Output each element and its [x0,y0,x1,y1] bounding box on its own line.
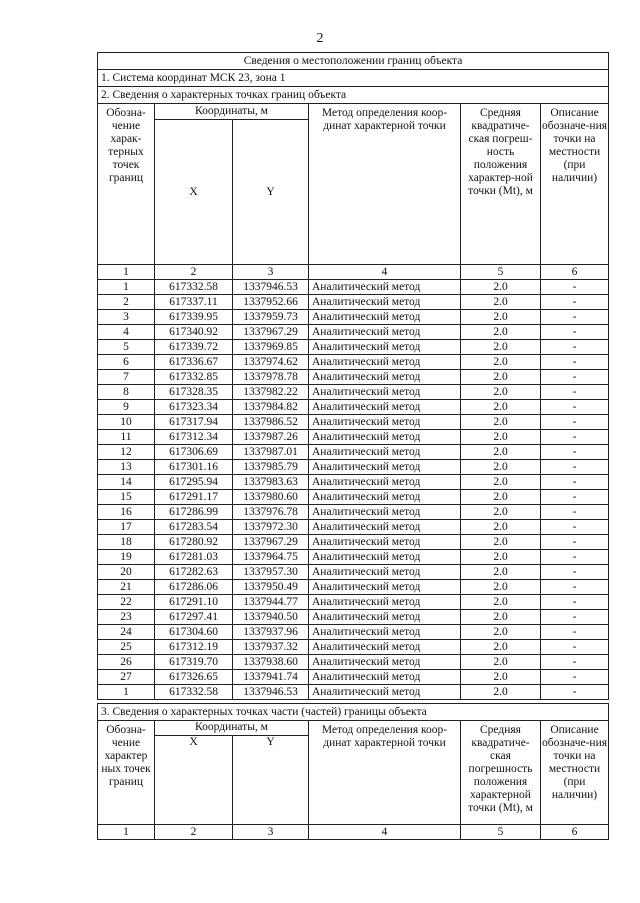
section-coordinate-system: 1. Система координат МСК 23, зона 1 [98,70,609,87]
x-coordinate-cell: 617328.35 [155,385,233,400]
y-coordinate-cell: 1337972.30 [233,520,309,535]
x-coordinate-cell: 617319.70 [155,655,233,670]
table-row [98,355,609,370]
y-coordinate-cell: 1337984.82 [233,400,309,415]
col-number: 6 [541,265,609,280]
y-coordinate-cell: 1337967.29 [233,325,309,340]
y-coordinate-cell: 1337980.60 [233,490,309,505]
x-coordinate-cell: 617295.94 [155,475,233,490]
point-number-cell: 24 [98,625,155,640]
method-cell: Аналитический метод [309,310,461,325]
description-cell: - [541,400,609,415]
y-coordinate-cell: 1337957.30 [233,565,309,580]
table-row [98,535,609,550]
method-cell: Аналитический метод [309,490,461,505]
table-row [98,595,609,610]
point-number-cell: 1 [98,685,155,700]
col-number: 2 [155,265,233,280]
boundary-points-table [97,52,609,700]
x-coordinate-cell: 617282.63 [155,565,233,580]
method-cell: Аналитический метод [309,655,461,670]
y-coordinate-cell: 1337967.29 [233,535,309,550]
col-number: 1 [98,265,155,280]
table-row [98,415,609,430]
x-coordinate-cell: 617337.11 [155,295,233,310]
table-row [98,580,609,595]
table-row [98,505,609,520]
description-cell: - [541,670,609,685]
x-coordinate-cell: 617283.54 [155,520,233,535]
description-cell: - [541,505,609,520]
header-method: Метод определения коор-динат характерной точки [309,104,461,265]
point-number-cell: 1 [98,280,155,295]
header-point-designation: Обозна-чение харак-терных точек границ [98,104,155,265]
mean-error-cell: 2.0 [461,355,541,370]
x-coordinate-cell: 617332.58 [155,280,233,295]
description-cell: - [541,325,609,340]
description-cell: - [541,565,609,580]
mean-error-cell: 2.0 [461,550,541,565]
point-number-cell: 16 [98,505,155,520]
page-number: 2 [316,31,324,46]
method-cell: Аналитический метод [309,400,461,415]
table-row [98,520,609,535]
mean-error-cell: 2.0 [461,580,541,595]
point-number-cell: 15 [98,490,155,505]
method-cell: Аналитический метод [309,460,461,475]
method-cell: Аналитический метод [309,385,461,400]
col-number: 1 [98,825,155,840]
table-row [98,400,609,415]
x-coordinate-cell: 617312.34 [155,430,233,445]
point-number-cell: 12 [98,445,155,460]
x-coordinate-cell: 617306.69 [155,445,233,460]
description-cell: - [541,355,609,370]
section-boundary-points: 2. Сведения о характерных точках границ объекта [98,87,609,104]
mean-error-cell: 2.0 [461,505,541,520]
header-description: Описание обозначе-ния точки на местности (при наличии) [541,721,609,825]
section-part-boundary-points: 3. Сведения о характерных точках части (частей) границы объекта [98,704,609,721]
table-row [98,625,609,640]
method-cell: Аналитический метод [309,505,461,520]
method-cell: Аналитический метод [309,370,461,385]
table-row [98,490,609,505]
y-coordinate-cell: 1337987.26 [233,430,309,445]
point-number-cell: 23 [98,610,155,625]
method-cell: Аналитический метод [309,595,461,610]
header-mean-error: Средняя квадратиче-ская погреш-ность положения характер-ной точки (Mt), м [461,104,541,265]
y-coordinate-cell: 1337938.60 [233,655,309,670]
point-number-cell: 17 [98,520,155,535]
y-coordinate-cell: 1337937.96 [233,625,309,640]
x-coordinate-cell: 617281.03 [155,550,233,565]
header-y: Y [233,735,309,824]
y-coordinate-cell: 1337964.75 [233,550,309,565]
y-coordinate-cell: 1337987.01 [233,445,309,460]
x-coordinate-cell: 617326.65 [155,670,233,685]
description-cell: - [541,370,609,385]
method-cell: Аналитический метод [309,550,461,565]
part-boundary-points-table [97,703,609,840]
y-coordinate-cell: 1337946.53 [233,280,309,295]
table-row [98,430,609,445]
mean-error-cell: 2.0 [461,340,541,355]
mean-error-cell: 2.0 [461,400,541,415]
mean-error-cell: 2.0 [461,640,541,655]
description-cell: - [541,475,609,490]
method-cell: Аналитический метод [309,325,461,340]
mean-error-cell: 2.0 [461,655,541,670]
description-cell: - [541,580,609,595]
header-coordinates: Координаты, м [155,721,309,736]
y-coordinate-cell: 1337937.32 [233,640,309,655]
y-coordinate-cell: 1337978.78 [233,370,309,385]
header-description: Описание обозначе-ния точки на местности (при наличии) [541,104,609,265]
method-cell: Аналитический метод [309,445,461,460]
description-cell: - [541,445,609,460]
description-cell: - [541,610,609,625]
y-coordinate-cell: 1337940.50 [233,610,309,625]
col-number: 3 [233,825,309,840]
x-coordinate-cell: 617291.17 [155,490,233,505]
x-coordinate-cell: 617317.94 [155,415,233,430]
x-coordinate-cell: 617323.34 [155,400,233,415]
mean-error-cell: 2.0 [461,445,541,460]
table-row [98,340,609,355]
mean-error-cell: 2.0 [461,520,541,535]
description-cell: - [541,640,609,655]
header-y: Y [233,120,309,265]
mean-error-cell: 2.0 [461,310,541,325]
mean-error-cell: 2.0 [461,685,541,700]
x-coordinate-cell: 617286.06 [155,580,233,595]
header-x: X [155,735,233,824]
header-coordinates: Координаты, м [155,104,309,120]
x-coordinate-cell: 617304.60 [155,625,233,640]
point-number-cell: 25 [98,640,155,655]
point-number-cell: 21 [98,580,155,595]
table-row [98,280,609,295]
mean-error-cell: 2.0 [461,475,541,490]
point-number-cell: 7 [98,370,155,385]
point-number-cell: 8 [98,385,155,400]
header-x: X [155,120,233,265]
table-row [98,310,609,325]
point-number-cell: 14 [98,475,155,490]
y-coordinate-cell: 1337959.73 [233,310,309,325]
description-cell: - [541,625,609,640]
table-row [98,445,609,460]
mean-error-cell: 2.0 [461,280,541,295]
table-row [98,685,609,700]
point-number-cell: 18 [98,535,155,550]
col-number: 3 [233,265,309,280]
x-coordinate-cell: 617336.67 [155,355,233,370]
mean-error-cell: 2.0 [461,535,541,550]
point-number-cell: 22 [98,595,155,610]
y-coordinate-cell: 1337969.85 [233,340,309,355]
description-cell: - [541,430,609,445]
point-number-cell: 13 [98,460,155,475]
x-coordinate-cell: 617291.10 [155,595,233,610]
x-coordinate-cell: 617280.92 [155,535,233,550]
mean-error-cell: 2.0 [461,415,541,430]
method-cell: Аналитический метод [309,295,461,310]
description-cell: - [541,460,609,475]
method-cell: Аналитический метод [309,625,461,640]
table-title: Сведения о местоположении границ объекта [98,53,609,70]
y-coordinate-cell: 1337944.77 [233,595,309,610]
mean-error-cell: 2.0 [461,325,541,340]
method-cell: Аналитический метод [309,580,461,595]
point-number-cell: 3 [98,310,155,325]
table-row [98,460,609,475]
mean-error-cell: 2.0 [461,460,541,475]
col-number: 5 [461,265,541,280]
method-cell: Аналитический метод [309,355,461,370]
mean-error-cell: 2.0 [461,430,541,445]
col-number: 4 [309,825,461,840]
method-cell: Аналитический метод [309,685,461,700]
header-method: Метод определения коор-динат характерной точки [309,721,461,825]
point-number-cell: 27 [98,670,155,685]
method-cell: Аналитический метод [309,415,461,430]
x-coordinate-cell: 617332.85 [155,370,233,385]
col-number: 5 [461,825,541,840]
table-row [98,640,609,655]
mean-error-cell: 2.0 [461,370,541,385]
description-cell: - [541,310,609,325]
y-coordinate-cell: 1337946.53 [233,685,309,700]
point-number-cell: 20 [98,565,155,580]
table-row [98,670,609,685]
mean-error-cell: 2.0 [461,565,541,580]
method-cell: Аналитический метод [309,565,461,580]
mean-error-cell: 2.0 [461,625,541,640]
y-coordinate-cell: 1337952.66 [233,295,309,310]
x-coordinate-cell: 617332.58 [155,685,233,700]
table-row [98,325,609,340]
x-coordinate-cell: 617301.16 [155,460,233,475]
table-row [98,610,609,625]
point-number-cell: 11 [98,430,155,445]
header-mean-error: Средняя квадратиче-ская погрешность положения характерной точки (Mt), м [461,721,541,825]
description-cell: - [541,415,609,430]
x-coordinate-cell: 617339.72 [155,340,233,355]
point-number-cell: 10 [98,415,155,430]
method-cell: Аналитический метод [309,475,461,490]
mean-error-cell: 2.0 [461,490,541,505]
col-number: 2 [155,825,233,840]
x-coordinate-cell: 617339.95 [155,310,233,325]
table-row [98,655,609,670]
mean-error-cell: 2.0 [461,295,541,310]
header-point-designation: Обозна-чение характер ных точек границ [98,721,155,825]
y-coordinate-cell: 1337986.52 [233,415,309,430]
method-cell: Аналитический метод [309,430,461,445]
table-row [98,475,609,490]
method-cell: Аналитический метод [309,670,461,685]
method-cell: Аналитический метод [309,535,461,550]
x-coordinate-cell: 617297.41 [155,610,233,625]
table-row [98,565,609,580]
y-coordinate-cell: 1337950.49 [233,580,309,595]
x-coordinate-cell: 617340.92 [155,325,233,340]
description-cell: - [541,520,609,535]
y-coordinate-cell: 1337985.79 [233,460,309,475]
point-number-cell: 26 [98,655,155,670]
table-row [98,295,609,310]
y-coordinate-cell: 1337976.78 [233,505,309,520]
description-cell: - [541,595,609,610]
point-number-cell: 5 [98,340,155,355]
description-cell: - [541,280,609,295]
point-number-cell: 9 [98,400,155,415]
method-cell: Аналитический метод [309,280,461,295]
table-row [98,550,609,565]
y-coordinate-cell: 1337941.74 [233,670,309,685]
description-cell: - [541,655,609,670]
mean-error-cell: 2.0 [461,670,541,685]
mean-error-cell: 2.0 [461,385,541,400]
point-number-cell: 6 [98,355,155,370]
description-cell: - [541,685,609,700]
point-number-cell: 19 [98,550,155,565]
point-number-cell: 2 [98,295,155,310]
point-number-cell: 4 [98,325,155,340]
mean-error-cell: 2.0 [461,595,541,610]
description-cell: - [541,490,609,505]
y-coordinate-cell: 1337983.63 [233,475,309,490]
description-cell: - [541,340,609,355]
method-cell: Аналитический метод [309,340,461,355]
col-number: 4 [309,265,461,280]
y-coordinate-cell: 1337974.62 [233,355,309,370]
description-cell: - [541,385,609,400]
x-coordinate-cell: 617312.19 [155,640,233,655]
description-cell: - [541,295,609,310]
method-cell: Аналитический метод [309,640,461,655]
description-cell: - [541,535,609,550]
y-coordinate-cell: 1337982.22 [233,385,309,400]
table-row [98,385,609,400]
col-number: 6 [541,825,609,840]
table-row [98,370,609,385]
method-cell: Аналитический метод [309,610,461,625]
method-cell: Аналитический метод [309,520,461,535]
x-coordinate-cell: 617286.99 [155,505,233,520]
description-cell: - [541,550,609,565]
mean-error-cell: 2.0 [461,610,541,625]
